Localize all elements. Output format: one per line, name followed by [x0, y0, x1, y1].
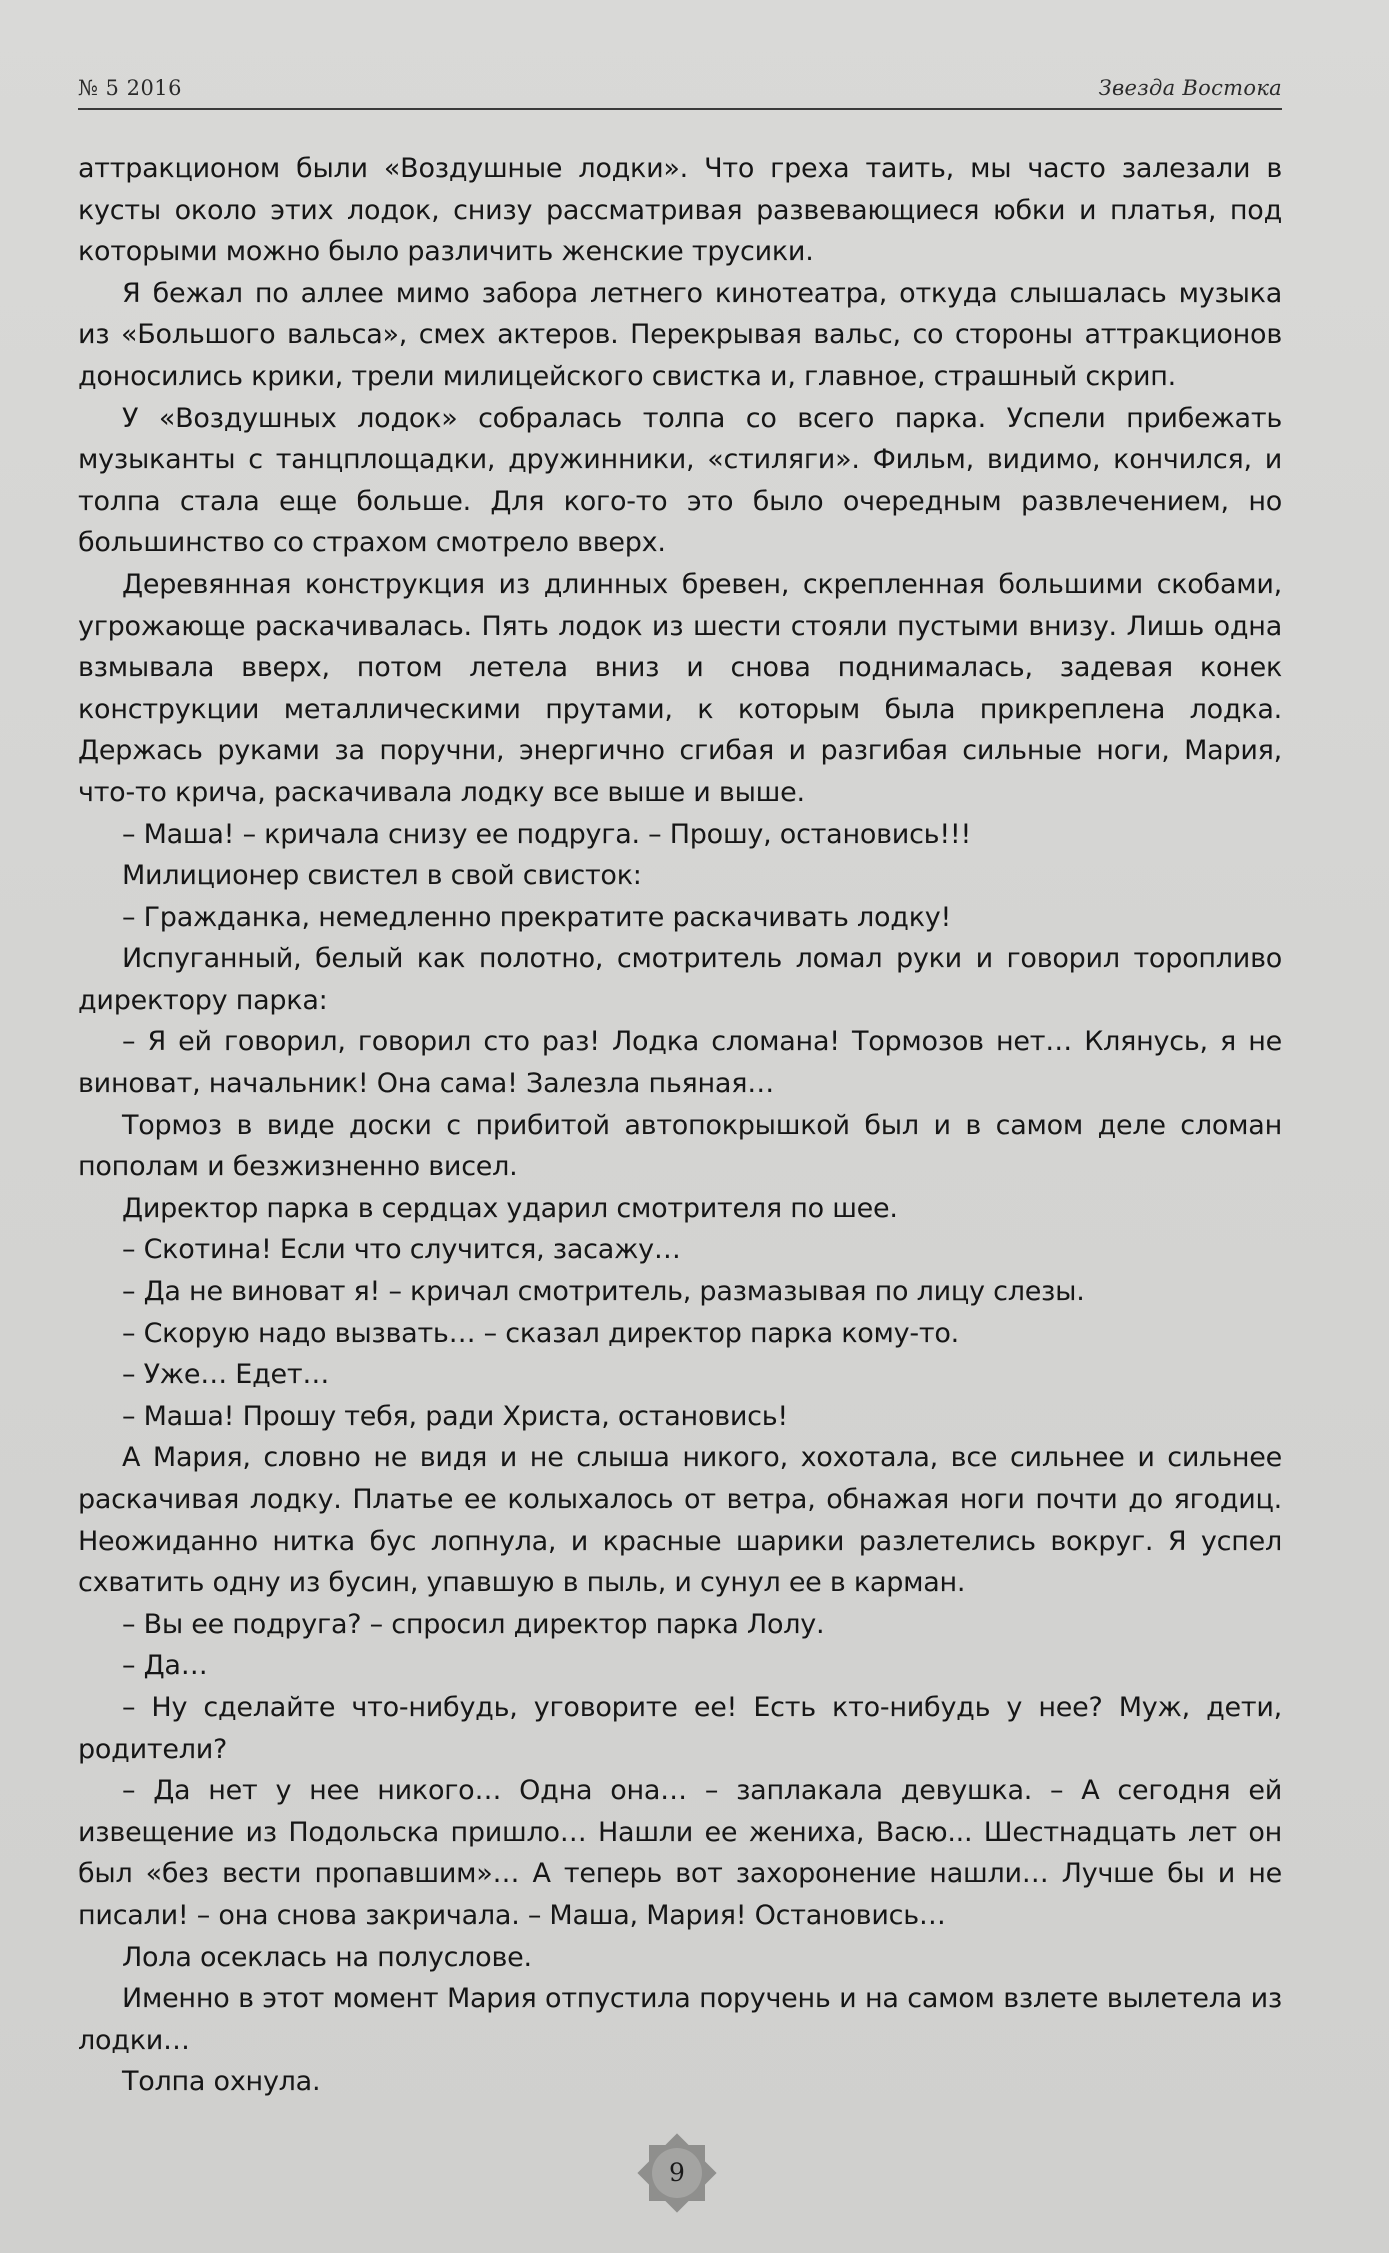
page-number-badge: [634, 2130, 720, 2216]
paragraph: У «Воздушных лодок» собралась толпа со всего парка. Успели прибежать музыканты с танцплощадки, дружинники, «стиляги». Фильм, видимо, кончился, и толпа стала еще больше. Для кого-то это было очередным развлечением, но большинство со страхом смотрело вверх.: [78, 402, 1282, 559]
paragraph: – Гражданка, немедленно прекратите раскачивать лодку!: [122, 901, 952, 933]
body-text: [78, 148, 1282, 2103]
paragraph: – Маша! Прошу тебя, ради Христа, остановись!: [122, 1400, 789, 1432]
paragraph: Испуганный, белый как полотно, смотритель ломал руки и говорил торопливо директору парка:: [78, 943, 1282, 1016]
paragraph: – Я ей говорил, говорил сто раз! Лодка сломана! Тормозов нет… Клянусь, я не виноват, начальник! Она сама! Залезла пьяная…: [78, 1026, 1282, 1100]
issue-number: № 5 2016: [78, 76, 183, 100]
journal-title: Звезда Востока: [1098, 76, 1282, 100]
page-number: 9: [669, 2158, 685, 2187]
paragraph: – Уже… Едет…: [122, 1359, 330, 1391]
paragraph: А Мария, словно не видя и не слыша никого, хохотала, все сильнее и сильнее раскачивая лодку. Платье ее колыхалось от ветра, обнажая ноги почти до ягодиц. Неожиданно нитка бус лопнула, и красные шарики разлетелись вокруг. Я успел схватить одну из бусин, упавшую в пыль, и сунул ее в карман.: [78, 1442, 1282, 1599]
paragraph: Именно в этот момент Мария отпустила поручень и на самом взлете вылетела из лодки…: [78, 1983, 1282, 2056]
paragraph: аттракционом были «Воздушные лодки». Что греха таить, мы часто залезали в кусты около этих лодок, снизу рассматривая развевающиеся юбки и платья, под которыми можно было различить женские трусики.: [78, 153, 1282, 268]
paragraph: – Да…: [122, 1650, 208, 1682]
paragraph: – Маша! – кричала снизу ее подруга. – Прошу, остановись!!!: [122, 818, 972, 850]
running-header: [78, 70, 1282, 110]
paragraph: – Скотина! Если что случится, засажу…: [122, 1234, 681, 1266]
paragraph: Деревянная конструкция из длинных бревен, скрепленная большими скобами, угрожающе раскачивалась. Пять лодок из шести стояли пустыми внизу. Лишь одна взмывала вверх, потом летела вниз и снова поднималась, задевая конек конструкции металлическими прутами, к которым была прикреплена лодка. Держась руками за поручни, энергично сгибая и разгибая сильные ноги, Мария, что-то крича, раскачивала лодку все выше и выше.: [78, 568, 1282, 808]
header-rule: [78, 108, 1282, 110]
paragraph: Тормоз в виде доски с прибитой автопокрышкой был и в самом деле сломан пополам и безжизненно висел.: [78, 1109, 1282, 1183]
paragraph: – Да нет у нее никого… Одна она… – заплакала девушка. – А сегодня ей извещение из Подольска пришло… Нашли ее жениха, Васю... Шестнадцать лет он был «без вести пропавшим»… А теперь вот захоронение нашли… Лучше бы и не писали! – она снова закричала. – Маша, Мария! Остановись…: [78, 1775, 1282, 1931]
paragraph: – Вы ее подруга? – спросил директор парка Лолу.: [122, 1608, 825, 1640]
paragraph: – Ну сделайте что-нибудь, уговорите ее! Есть кто-нибудь у нее? Муж, дети, родители?: [78, 1691, 1282, 1765]
paragraph: – Да не виноват я! – кричал смотритель, размазывая по лицу слезы.: [122, 1276, 1085, 1308]
paragraph: Я бежал по аллее мимо забора летнего кинотеатра, откуда слышалась музыка из «Большого вальса», смех актеров. Перекрывая вальс, со стороны аттракционов доносились крики, трели милицейского свистка и, главное, страшный скрип.: [78, 277, 1282, 392]
paragraph: Лола осеклась на полуслове.: [122, 1941, 532, 1973]
paragraph: Милиционер свистел в свой свисток:: [122, 860, 642, 892]
paragraph: Толпа охнула.: [122, 2066, 321, 2098]
paragraph: Директор парка в сердцах ударил смотрителя по шее.: [122, 1192, 898, 1224]
paragraph: – Скорую надо вызвать… – сказал директор парка кому-то.: [122, 1317, 959, 1349]
